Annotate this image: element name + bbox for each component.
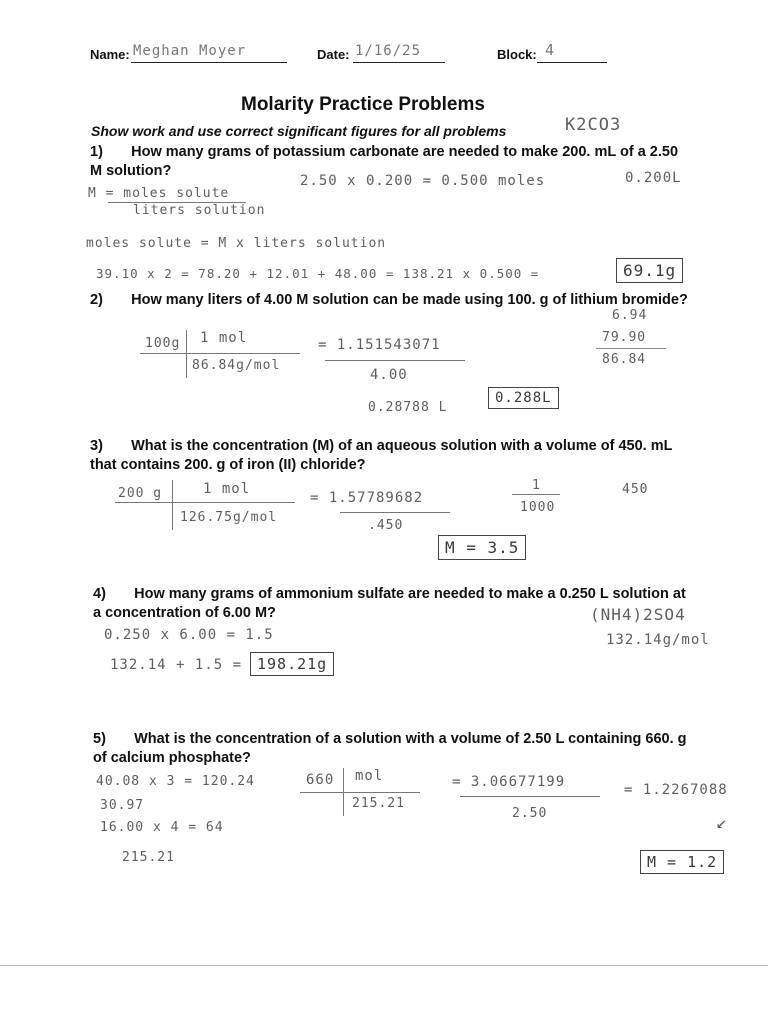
arrow-down-icon: ↙ xyxy=(716,812,728,833)
block-underline xyxy=(537,62,607,63)
name-label: Name: xyxy=(90,47,130,62)
q2-fraction-bar xyxy=(140,353,300,354)
q1-calc1: 2.50 x 0.200 = 0.500 moles xyxy=(300,173,546,189)
question-3-number: 3) xyxy=(90,438,103,454)
date-label: Date: xyxy=(317,47,350,62)
question-3 xyxy=(90,437,690,475)
question-4-text: How many grams of ammonium sulfate are needed to make a 0.250 L solution at a concentration of 6.00 M? xyxy=(93,586,686,621)
date-value: 1/16/25 xyxy=(355,43,422,59)
question-2 xyxy=(90,291,690,310)
question-5-text: What is the concentration of a solution with a volume of 2.50 L containing 660. g of calcium phosphate? xyxy=(93,731,687,766)
block-label: Block: xyxy=(497,47,537,62)
q3-divisor: .450 xyxy=(368,518,404,533)
q2-mm-br: 79.90 xyxy=(602,330,647,345)
q3-answer: M = 3.5 xyxy=(438,535,526,560)
question-4-number: 4) xyxy=(93,586,106,602)
q1-molarity-den: liters solution xyxy=(133,203,266,218)
page-bottom-edge xyxy=(0,965,768,966)
q1-formula: K2CO3 xyxy=(565,115,622,135)
q1-moles-eq: moles solute = M x liters solution xyxy=(86,236,387,251)
q3-divide-bar xyxy=(340,512,450,513)
q1-calc2: 39.10 x 2 = 78.20 + 12.01 + 48.00 = 138.21 x 0.500 = xyxy=(96,266,540,281)
q2-answer: 0.288L xyxy=(488,387,559,409)
q2-mm-sum-bar xyxy=(596,348,666,349)
q4-calc2: 132.14 + 1.5 = xyxy=(110,657,243,673)
q2-vertical-bar xyxy=(186,330,187,378)
q3-frac-bar xyxy=(512,494,560,495)
block-value: 4 xyxy=(545,41,556,59)
q2-divide-bar xyxy=(325,360,465,361)
q5-total: 215.21 xyxy=(122,850,175,865)
question-5 xyxy=(93,730,693,768)
q1-volume: 0.200L xyxy=(625,170,682,186)
q5-divisor: 2.50 xyxy=(512,806,548,821)
q5-result2: = 1.2267088 xyxy=(624,782,728,798)
question-2-number: 2) xyxy=(90,292,103,308)
q3-mass: 200 g xyxy=(118,486,163,501)
q3-result: = 1.57789682 xyxy=(310,490,424,506)
q5-result: = 3.06677199 xyxy=(452,774,566,790)
q2-molar-mass: 86.84g/mol xyxy=(192,358,281,373)
q5-mass: 660 xyxy=(306,772,335,788)
q3-mol: 1 mol xyxy=(203,481,251,497)
question-3-text: What is the concentration (M) of an aqueous solution with a volume of 450. mL that contains 200. g of iron (II) chloride? xyxy=(90,438,673,473)
q5-o-line: 16.00 x 4 = 64 xyxy=(100,820,224,835)
q2-result: = 1.151543071 xyxy=(318,337,441,353)
q2-mm-li: 6.94 xyxy=(612,308,648,323)
q1-molarity-eq: M = moles solute xyxy=(88,186,230,201)
q5-mol: mol xyxy=(355,768,384,784)
q4-molar-mass: 132.14g/mol xyxy=(606,632,710,648)
page-title: Molarity Practice Problems xyxy=(241,94,485,115)
q4-formula: (NH4)2SO4 xyxy=(590,605,686,624)
q3-frac-num: 1 xyxy=(532,478,541,493)
q3-frac-den: 1000 xyxy=(520,500,556,515)
q2-mol: 1 mol xyxy=(200,330,248,346)
question-1-text: How many grams of potassium carbonate are needed to make 200. mL of a 2.50 M solution? xyxy=(90,144,679,179)
q3-fraction-bar xyxy=(115,502,295,503)
question-2-text: How many liters of 4.00 M solution can be made using 100. g of lithium bromide? xyxy=(131,292,688,308)
q5-answer: M = 1.2 xyxy=(640,850,724,874)
q2-mm-total: 86.84 xyxy=(602,352,647,367)
q3-vertical-bar xyxy=(172,480,173,530)
q5-divide-bar xyxy=(460,796,600,797)
q1-answer: 69.1g xyxy=(616,258,683,283)
q2-divisor: 4.00 xyxy=(370,367,408,383)
question-1-number: 1) xyxy=(90,144,103,160)
q3-side-volume: 450 xyxy=(622,482,649,497)
q5-fraction-bar xyxy=(300,792,420,793)
q3-molar-mass: 126.75g/mol xyxy=(180,510,278,525)
question-5-number: 5) xyxy=(93,731,106,747)
name-underline xyxy=(131,62,287,63)
q5-p-line: 30.97 xyxy=(100,798,145,813)
q2-mass: 100g xyxy=(145,336,181,351)
q2-result2: 0.28788 L xyxy=(368,400,448,415)
q4-answer: 198.21g xyxy=(250,652,334,676)
q5-molar-mass: 215.21 xyxy=(352,796,405,811)
q5-vertical-bar xyxy=(343,768,344,816)
q4-calc1: 0.250 x 6.00 = 1.5 xyxy=(104,627,274,643)
instructions: Show work and use correct significant figures for all problems xyxy=(91,123,507,139)
date-underline xyxy=(353,62,445,63)
q5-ca-line: 40.08 x 3 = 120.24 xyxy=(96,774,255,789)
name-value: Meghan Moyer xyxy=(133,43,247,59)
